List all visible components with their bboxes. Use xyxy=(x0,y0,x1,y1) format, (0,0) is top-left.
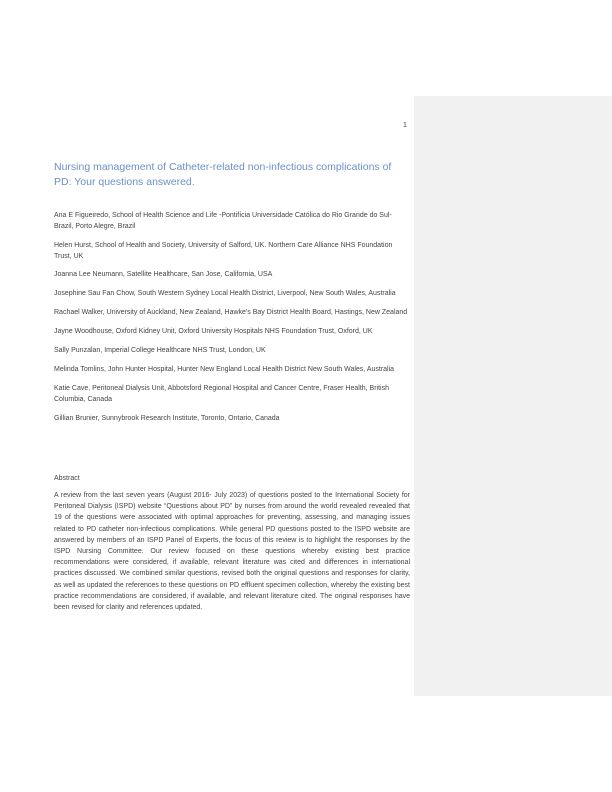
author-affiliation: Katie Cave, Peritoneal Dialysis Unit, Abbotsford Regional Hospital and Cancer Centre, Fraser Health, British Columbia, Canada xyxy=(54,385,389,403)
document-title: Nursing management of Catheter-related non-infectious complications of PD: Your questions answered. xyxy=(54,161,392,188)
abstract-heading: Abstract xyxy=(54,475,80,482)
author-affiliation: Ana E Figueiredo, School of Health Science and Life -Pontifícia Universidade Católica do Rio Grande do Sul- Brazil, Porto Alegre, Brazil xyxy=(54,212,392,230)
author-list xyxy=(54,210,409,432)
author-affiliation: Rachael Walker, University of Auckland, New Zealand, Hawke's Bay District Health Board, Hastings, New Zealand xyxy=(54,309,408,316)
author-affiliation: Sally Punzalan, Imperial College Healthcare NHS Trust, London, UK xyxy=(54,347,266,354)
author-affiliation: Gillian Brunier, Sunnybrook Research Institute, Toronto, Ontario, Canada xyxy=(54,415,280,422)
author-affiliation: Joanna Lee Neumann, Satellite Healthcare, San Jose, California, USA xyxy=(54,271,273,278)
author-affiliation: Jayne Woodhouse, Oxford Kidney Unit, Oxford University Hospitals NHS Foundation Trust, Oxford, UK xyxy=(54,328,373,335)
abstract-text: A review from the last seven years (August 2016- July 2023) of questions posted to the International Society for Peritoneal Dialysis (ISPD) website “Questions about PD” by nurses from around the world revealed revealed that 19 of the questions were associated with optimal approaches for preventing, assessing, and managing issues related to PD catheter non-infectious complications. While general PD questions posted to the ISPD website are answered by members of an ISPD Panel of Experts, the focus of this review is to highlight the responses by the ISPD Nursing Committee. Our review focused on these questions whereby existing best practice recommendations were considered, if available, relevant literature was cited and differences in international practices discussed. We combined similar questions, revised both the original questions and responses for clarity, as well as updated the references to these questions on PD effluent specimen collection, whereby the existing best practice recommendations are considered, if available, and relevant literature cited. The original responses have been revised for clarity and references updated. xyxy=(54,492,410,612)
author-affiliation: Josephine Sau Fan Chow, South Western Sydney Local Health District, Liverpool, New South Wales, Australia xyxy=(54,290,396,297)
author-affiliation: Melinda Tomlins, John Hunter Hospital, Hunter New England Local Health District New South Wales, Australia xyxy=(54,366,395,373)
page-number: 1 xyxy=(403,122,407,129)
author-affiliation: Helen Hurst, School of Health and Society, University of Salford, UK. Northern Care Alliance NHS Foundation Trust, UK xyxy=(54,242,393,260)
comment-margin-pane xyxy=(414,96,612,696)
